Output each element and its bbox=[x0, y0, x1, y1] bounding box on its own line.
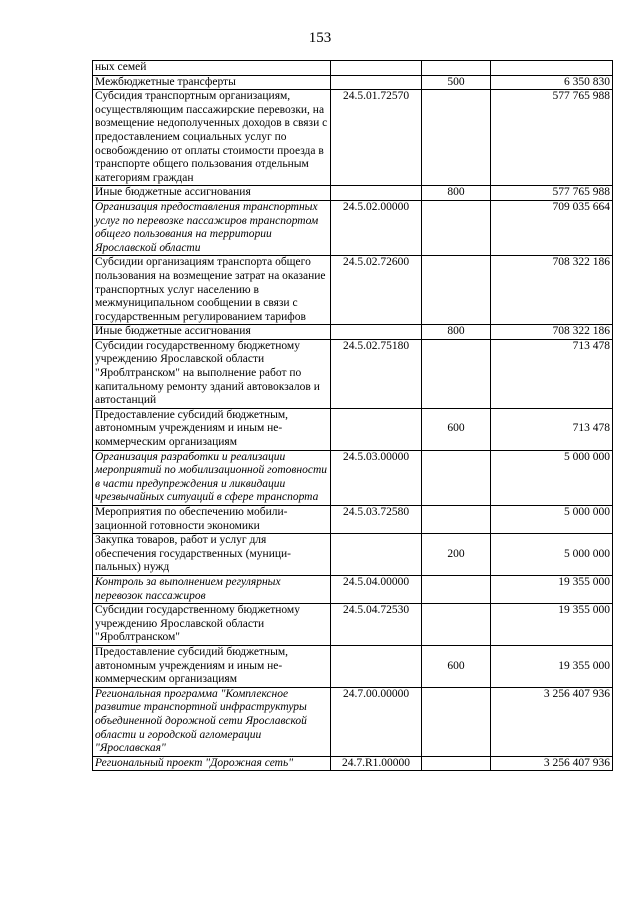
row-sum-cell: 5 000 000 bbox=[491, 450, 613, 505]
row-code-cell: 24.7.R1.00000 bbox=[331, 756, 422, 771]
table-row bbox=[93, 75, 613, 90]
row-type-cell bbox=[422, 575, 491, 603]
row-type-cell: 500 bbox=[422, 75, 491, 90]
page-number: 153 bbox=[308, 30, 332, 46]
row-name-cell: Иные бюджетные ассигнования bbox=[93, 325, 331, 340]
row-type-cell: 800 bbox=[422, 325, 491, 340]
row-code-cell bbox=[331, 408, 422, 450]
budget-table bbox=[92, 60, 613, 771]
row-sum-cell: 19 355 000 bbox=[491, 604, 613, 646]
table-row bbox=[93, 61, 613, 76]
row-type-cell bbox=[422, 687, 491, 756]
row-name-cell: Межбюджетные трансферты bbox=[93, 75, 331, 90]
table-row bbox=[93, 200, 613, 255]
row-sum-cell: 3 256 407 936 bbox=[491, 756, 613, 771]
row-code-cell bbox=[331, 61, 422, 76]
row-code-cell: 24.5.04.72530 bbox=[331, 604, 422, 646]
row-code-cell: 24.7.00.00000 bbox=[331, 687, 422, 756]
table-row bbox=[93, 450, 613, 505]
row-type-cell bbox=[422, 756, 491, 771]
row-type-cell bbox=[422, 61, 491, 76]
row-sum-cell: 709 035 664 bbox=[491, 200, 613, 255]
row-type-cell: 600 bbox=[422, 645, 491, 687]
row-name-cell: Региональный проект "Дорожная сеть" bbox=[93, 756, 331, 771]
row-sum-cell: 708 322 186 bbox=[491, 256, 613, 325]
row-code-cell: 24.5.03.00000 bbox=[331, 450, 422, 505]
row-sum-cell: 5 000 000 bbox=[491, 534, 613, 576]
table-row bbox=[93, 339, 613, 408]
table-row bbox=[93, 506, 613, 534]
row-name-cell: Закупка товаров, работ и услуг для обеспечения государственных (муниципальных) нужд bbox=[93, 534, 331, 576]
row-code-cell: 24.5.02.00000 bbox=[331, 200, 422, 255]
row-name-cell: ных семей bbox=[93, 61, 331, 76]
row-name-cell: Субсидии государственному бюджетному учреждению Ярославской области "Яроблтранском" на выполнение работ по капитальному ремонту зданий автовокзалов и автостанций bbox=[93, 339, 331, 408]
row-code-cell bbox=[331, 75, 422, 90]
row-type-cell: 200 bbox=[422, 534, 491, 576]
table-row bbox=[93, 645, 613, 687]
row-sum-cell: 3 256 407 936 bbox=[491, 687, 613, 756]
row-name-cell: Субсидии организациям транспорта общего пользования на возмещение затрат на оказание транспортных услуг населению в межмуниципальном сообщении в связи с государственным регулированием тарифов bbox=[93, 256, 331, 325]
row-name-cell: Субсидия транспортным организациям, осуществляющим пассажирские перевозки, на возмещение недополученных доходов в связи с предоставлением социальных услуг по освобождению от оплаты стоимости проезда в транспорте общего пользования отдельным категориям граждан bbox=[93, 90, 331, 186]
table-row bbox=[93, 186, 613, 201]
row-code-cell: 24.5.02.75180 bbox=[331, 339, 422, 408]
row-sum-cell: 19 355 000 bbox=[491, 575, 613, 603]
row-code-cell bbox=[331, 186, 422, 201]
row-code-cell: 24.5.03.72580 bbox=[331, 506, 422, 534]
row-sum-cell bbox=[491, 61, 613, 76]
row-sum-cell: 713 478 bbox=[491, 408, 613, 450]
row-name-cell: Иные бюджетные ассигнования bbox=[93, 186, 331, 201]
row-sum-cell: 577 765 988 bbox=[491, 90, 613, 186]
table-row bbox=[93, 408, 613, 450]
row-sum-cell: 5 000 000 bbox=[491, 506, 613, 534]
row-code-cell bbox=[331, 534, 422, 576]
row-sum-cell: 577 765 988 bbox=[491, 186, 613, 201]
row-type-cell bbox=[422, 200, 491, 255]
row-name-cell: Субсидии государственному бюджетному учреждению Ярославской области "Яроблтранском" bbox=[93, 604, 331, 646]
row-code-cell: 24.5.02.72600 bbox=[331, 256, 422, 325]
row-type-cell bbox=[422, 604, 491, 646]
table-row bbox=[93, 687, 613, 756]
row-name-cell: Контроль за выполнением регулярных перевозок пассажиров bbox=[93, 575, 331, 603]
row-name-cell: Организация предоставления транспортных услуг по перевозке пассажиров транспортом общего пользования на территории Ярославской области bbox=[93, 200, 331, 255]
row-code-cell bbox=[331, 645, 422, 687]
row-code-cell bbox=[331, 325, 422, 340]
row-name-cell: Предоставление субсидий бюджетным, автономным учреждениям и иным некоммерческим организациям bbox=[93, 408, 331, 450]
table-row bbox=[93, 534, 613, 576]
row-sum-cell: 19 355 000 bbox=[491, 645, 613, 687]
row-name-cell: Организация разработки и реализации мероприятий по мобилизационной готовности в части предупреждения и ликвидации чрезвычайных ситуаций в сфере транспорта bbox=[93, 450, 331, 505]
row-type-cell bbox=[422, 339, 491, 408]
row-type-cell: 600 bbox=[422, 408, 491, 450]
row-type-cell bbox=[422, 256, 491, 325]
table-row bbox=[93, 325, 613, 340]
table-row bbox=[93, 90, 613, 186]
table-row bbox=[93, 756, 613, 771]
row-name-cell: Мероприятия по обеспечению мобилизационной готовности экономики bbox=[93, 506, 331, 534]
budget-table-body bbox=[93, 61, 613, 771]
row-sum-cell: 708 322 186 bbox=[491, 325, 613, 340]
row-type-cell bbox=[422, 506, 491, 534]
row-sum-cell: 713 478 bbox=[491, 339, 613, 408]
row-type-cell: 800 bbox=[422, 186, 491, 201]
row-name-cell: Предоставление субсидий бюджетным, автономным учреждениям и иным некоммерческим организациям bbox=[93, 645, 331, 687]
row-name-cell: Региональная программа "Комплексное развитие транспортной инфраструктуры объединенной дорожной сети Ярославской области и городской агломерации "Ярославская" bbox=[93, 687, 331, 756]
row-type-cell bbox=[422, 90, 491, 186]
row-sum-cell: 6 350 830 bbox=[491, 75, 613, 90]
row-code-cell: 24.5.01.72570 bbox=[331, 90, 422, 186]
row-type-cell bbox=[422, 450, 491, 505]
table-row bbox=[93, 575, 613, 603]
row-code-cell: 24.5.04.00000 bbox=[331, 575, 422, 603]
table-row bbox=[93, 604, 613, 646]
table-row bbox=[93, 256, 613, 325]
